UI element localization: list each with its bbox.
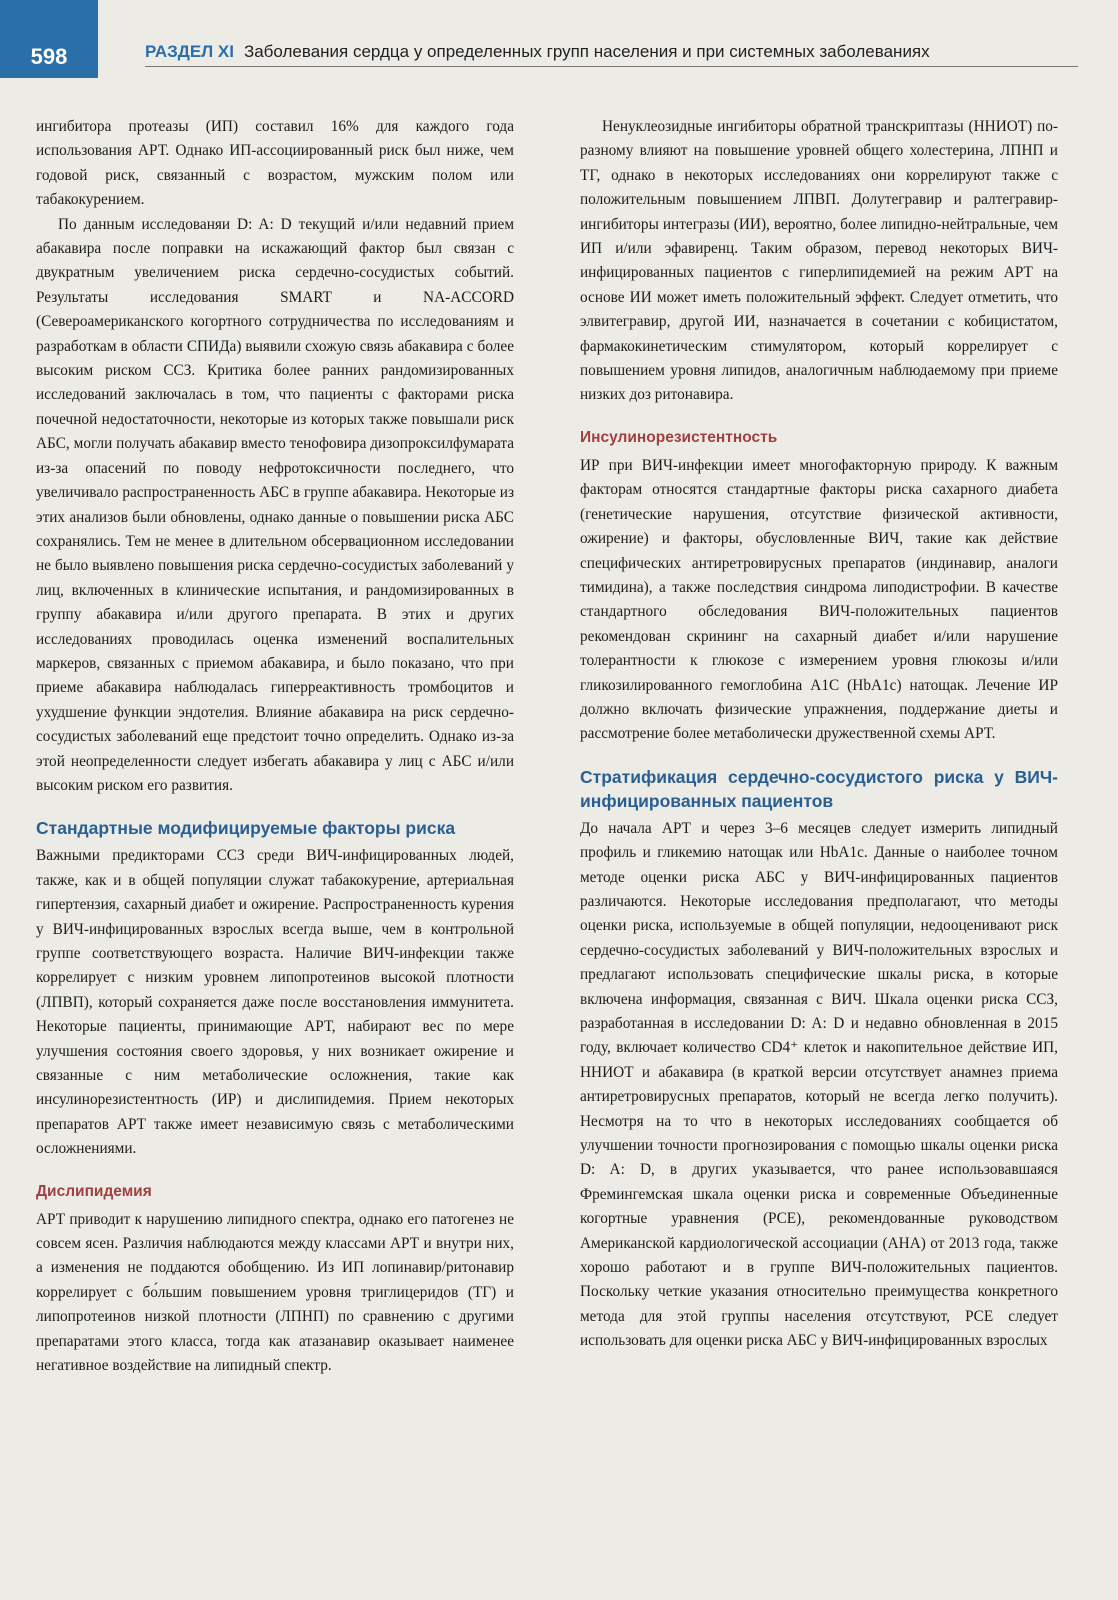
- paragraph: ИР при ВИЧ-инфекции имеет многофакторную природу. К важным факторам относятся стандартные факторы риска сахарного диабета (генетические нарушения, отсутствие физической активности, ожирение) и факторы, обусловленные ВИЧ, такие как действие специфических антиретровирусных препаратов (индинавир, аналоги тимидина), а также последствия синдрома липодистрофии. В качестве стандартного обследования ВИЧ-положительных пациентов рекомендован скрининг на сахарный диабет и/или нарушение толерантности к глюкозе с измерением уровня глюкозы и/или гликозилированного гемоглобина A1C (HbA1c) натощак. Лечение ИР должно включать физические упражнения, поддержание диеты и рассмотрение более метаболически дружественной схемы АРТ.: [580, 456, 1058, 743]
- paragraph: АРТ приводит к нарушению липидного спектра, однако его патогенез не совсем ясен. Различия наблюдаются между классами АРТ и внутри них, а изменения не поддаются обобщению. Из ИП лопинавир/ритонавир коррелирует с бо́льшим повышением уровня триглицеридов (ТГ) и липопротеинов низкой плотности (ЛПНП) по сравнению с другими препаратами этого класса, тогда как атазанавир оказывает наименее негативное воздействие на липидный спектр.: [36, 1210, 514, 1375]
- section-heading: Стратификация сердечно-сосудистого риска у ВИЧ-инфицированных пациентов: [580, 766, 1058, 811]
- section-heading: Стандартные модифицируемые факторы риска: [36, 818, 456, 839]
- paragraph: По данным исследованяи D: A: D текущий и/или недавний прием абакавира после поправки на искажающий фактор был связан с двукратным увеличением риска сердечно-сосудистых событий. Результаты исследования SMART и NA-ACCORD (Североамериканского когортного сотрудничества по исследованиям и разработкам в области СПИДа) выявили схожую связь абакавира с более высоким риском ССЗ. Критика более ранних рандомизированных исследований заключалась в том, что пациенты с факторами риска почечной недостаточности, некоторые из которых также повышали риск АБС, могли получать абакавир вместо тенофовира дизопроксилфумарата из-за опасений по поводу нефротоксичности последнего, что увеличивало распространенность АБС в группе абакавира. Некоторые из этих анализов были обновлены, однако данные о повышении риска АБС сохранялись. Тем не менее в длительном обсервационном исследовании не было выявлено повышения риска сердечно-сосудистых заболеваний у лиц, включенных в клинические испытания, и рандомизированных в группу абакавира и/или другого препарата. В этих и других исследованиях проводилась оценка изменений воспалительных маркеров, связанных с приемом абакавира, и было показано, что при приеме абакавира наблюдалась гиперреактивность тромбоцитов и ухудшение функции эндотелия. Влияние абакавира на риск сердечно-сосудистых заболеваний еще предстоит точно определить. Однако из-за этой неопределенности следует избегать абакавира у лиц с АБС и/или высоким риском его развития.: [36, 215, 515, 794]
- page-number: 598: [0, 0, 98, 78]
- paragraph: Ненуклеозидные ингибиторы обратной транскриптазы (ННИОТ) по-разному влияют на повышение уровней общего холестерина, ЛПНП и ТГ, однако в некоторых исследованиях они коррелируют также с положительным повышением ЛПВП. Долутегравир и ралтегравир-ингибиторы интегразы (ИИ), вероятно, более липидно-нейтральные, чем ИП и/или эфавиренц. Таким образом, перевод некоторых ВИЧ-инфицированных пациентов с гиперлипидемией на режим АРТ на основе ИИ может иметь положительный эффект. Следует отметить, что элвитегравир, другой ИИ, назначается в сочетании с кобицистатом, фармакокинетическим стимулятором, который коррелирует с повышением уровня липидов, аналогичным наблюдаемому при приеме низких доз ритонавира.: [580, 118, 1058, 404]
- right-column: [580, 115, 1058, 1354]
- section-label: РАЗДЕЛ XI: [145, 42, 234, 61]
- running-header: [145, 42, 1078, 67]
- chapter-title: Заболевания сердца у определенных групп населения и при системных заболеваниях: [243, 42, 930, 61]
- subsection-heading: Инсулинорезистентность: [580, 428, 778, 446]
- paragraph: ингибитора протеазы (ИП) составил 16% для каждого года использования АРТ. Однако ИП-ассоциированный риск был ниже, чем годовой риск, связанный с возрастом, мужским полом или табакокурением.: [36, 118, 514, 209]
- left-column: [36, 115, 514, 1379]
- paragraph: До начала АРТ и через 3–6 месяцев следует измерить липидный профиль и гликемию натощак или HbA1c. Данные о наиболее точном методе оценки риска АБС у ВИЧ-инфицированных пациентов различаются. Некоторые исследования предполагают, что методы оценки риска, используемые в общей популяции, недооценивают риск сердечно-сосудистых заболеваний у ВИЧ-положительных взрослых и предлагают использовать специфические шкалы риска, в которые включена информация, связанная с ВИЧ. Шкала оценки риска ССЗ, разработанная в исследовании D: A: D и недавно обновленная в 2015 году, включает количество CD4⁺ клеток и накопительное действие ИП, ННИОТ и абакавира (в краткой версии отсутствует анамнез приема антиретровирусных препаратов, который не всегда легко получить). Несмотря на то что в некоторых исследованиях сообщается об улучшении точности прогнозирования с помощью шкалы оценки риска D: A: D, в других указывается, что ранее использовавшаяся Фремингемская шкала оценки риска и современные Объединенные когортные уравнения (PCE), рекомендованные руководством Американской кардиологической ассоциации (AHA) от 2013 года, также хорошо работают и в группе ВИЧ-положительных пациентов. Поскольку четкие указания относительно преимущества конкретного метода для этой группы населения отсутствуют, PCE следует использовать для оценки риска АБС у ВИЧ-инфицированных взрослых: [580, 819, 1058, 1350]
- subsection-heading: Дислипидемия: [36, 1182, 152, 1200]
- paragraph: Важными предикторами ССЗ среди ВИЧ-инфицированных людей, также, как и в общей популяции служат табакокурение, артериальная гипертензия, сахарный диабет и ожирение. Распространенность курения у ВИЧ-инфицированных взрослых всегда выше, чем в контрольной группе соответствующего возраста. Наличие ВИЧ-инфекции также коррелирует с низким уровнем липопротеинов высокой плотности (ЛПВП), который сохраняется даже после восстановления иммунитета. Некоторые пациенты, принимающие АРТ, набирают вес по мере улучшения состояния своего здоровья, у них возникает ожирение и связанные с ним метаболические осложнения, такие как инсулинорезистентность (ИР) и дислипидемия. Прием некоторых препаратов АРТ также имеет независимую связь с метаболическими осложнениями.: [36, 847, 514, 1158]
